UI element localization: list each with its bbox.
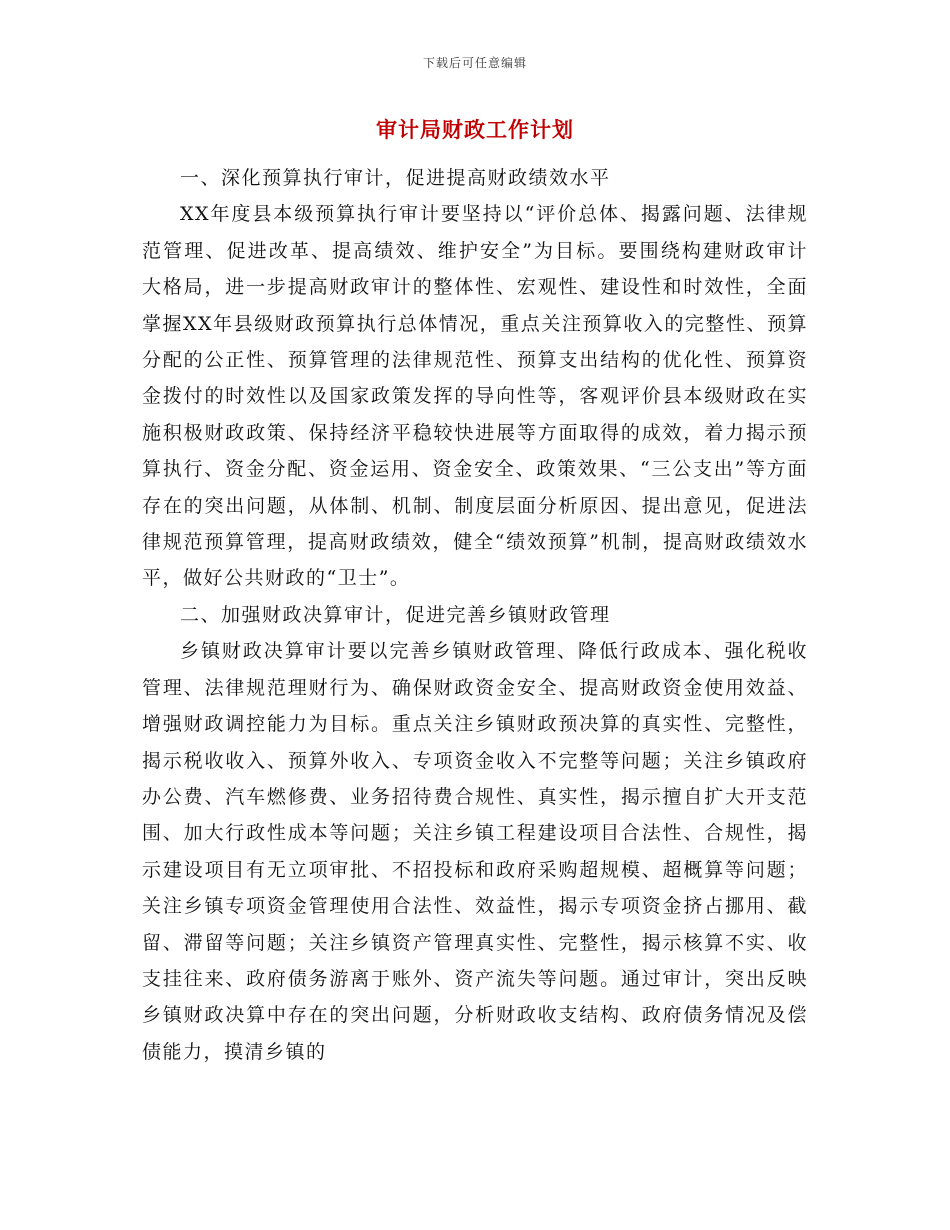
document-body bbox=[142, 160, 808, 1070]
document-title: 审计局财政工作计划 bbox=[376, 117, 574, 142]
header-note: 下载后可任意编辑 bbox=[422, 56, 527, 70]
section-heading-1: 一、深化预算执行审计，促进提高财政绩效水平 bbox=[180, 167, 611, 189]
section-heading-2: 二、加强财政决算审计，促进完善乡镇财政管理 bbox=[180, 603, 611, 626]
paragraph-2: 乡镇财政决算审计要以完善乡镇财政管理、降低行政成本、强化税收管理、法律规范理财行为、确保财政资金安全、提高财政资金使用效益、增强财政调控能力为目标。重点关注乡镇财政预决算的真实性、完整性，揭示税收收入、预算外收入、专项资金收入不完整等问题；关注乡镇政府办公费、汽车燃修费、业务招待费合规性、真实性，揭示擅自扩大开支范围、加大行政性成本等问题；关注乡镇工程建设项目合法性、合规性，揭示建设项目有无立项审批、不招投标和政府采购超规模、超概算等问题；关注乡镇专项资金管理使用合法性、效益性，揭示专项资金挤占挪用、截留、滞留等问题；关注乡镇资产管理真实性、完整性，揭示核算不实、收支挂往来、政府债务游离于账外、资产流失等问题。通过审计，突出反映乡镇财政决算中存在的突出问题，分析财政收支结构、政府债务情况及偿债能力，摸清乡镇的 bbox=[142, 640, 808, 1063]
paragraph-1: XX年度县本级预算执行审计要坚持以“评价总体、揭露问题、法律规范管理、促进改革、提高绩效、维护安全”为目标。要围绕构建财政审计大格局，进一步提高财政审计的整体性、宏观性、建设性和时效性，全面掌握XX年县级财政预算执行总体情况，重点关注预算收入的完整性、预算分配的公正性、预算管理的法律规范性、预算支出结构的优化性、预算资金拨付的时效性以及国家政策发挥的导向性等，客观评价县本级财政在实施积极财政政策、保持经济平稳较快进展等方面取得的成效，着力揭示预算执行、资金分配、资金运用、资金安全、政策效果、“三公支出”等方面存在的突出问题，从体制、机制、制度层面分析原因、提出意见，促进法律规范预算管理，提高财政绩效，健全“绩效预算”机制，提高财政绩效水平，做好公共财政的“卫士”。 bbox=[142, 203, 808, 590]
